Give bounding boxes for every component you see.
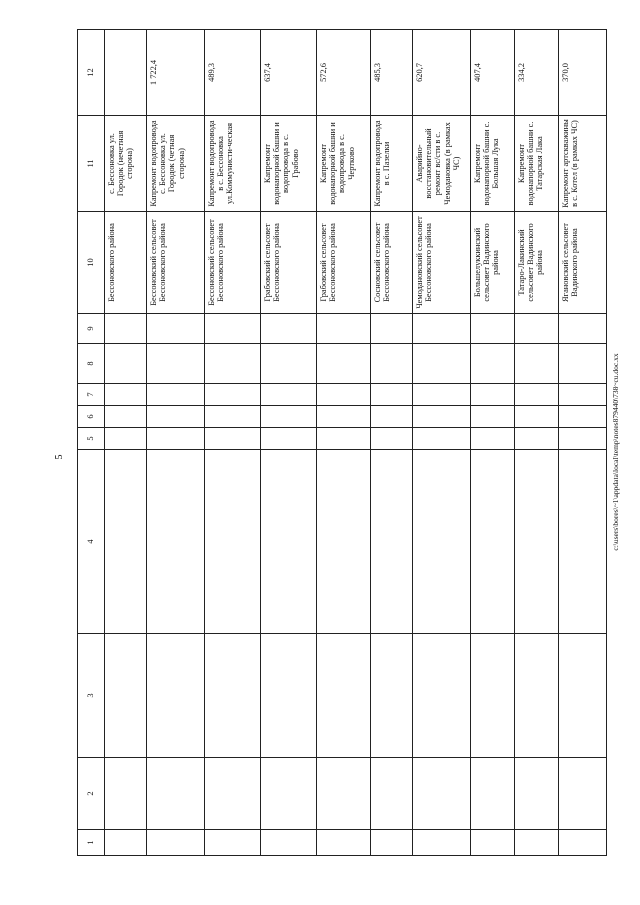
footer-file-path-text: c:\users\bores\~1\appdata\local\temp\notes879440\738~cu.doc.xx	[611, 353, 620, 551]
cell-empty	[413, 406, 471, 428]
cell-empty	[105, 450, 147, 634]
header-cell: 1	[78, 830, 105, 856]
cell-amount: 572,6	[317, 30, 371, 116]
cell-empty	[471, 634, 515, 758]
cell-empty	[371, 314, 413, 344]
cell-empty	[515, 634, 559, 758]
cell-empty	[317, 406, 371, 428]
cell-work-description: Капремонт водонапорной башни и водопровода в с. Чертково	[317, 116, 371, 212]
cell-empty	[515, 384, 559, 406]
cell-amount: 637,4	[261, 30, 317, 116]
cell-work-description: с. Бессоновка ул. Городок (нечетная сторона)	[105, 116, 147, 212]
header-cell: 2	[78, 758, 105, 830]
cell-empty	[261, 830, 317, 856]
cell-empty	[559, 384, 607, 406]
header-cell: 7	[78, 384, 105, 406]
cell-work-description: Аварийно-восстановительный ремонт вс/сти в с. Чемодановка (в рамках ЧС)	[413, 116, 471, 212]
cell-empty	[317, 830, 371, 856]
cell-empty	[559, 450, 607, 634]
cell-empty	[559, 758, 607, 830]
cell-empty	[471, 314, 515, 344]
cell-amount: 1 722,4	[147, 30, 205, 116]
cell-empty	[147, 314, 205, 344]
cell-municipality: Чемодановский сельсовет Бессоновского района	[413, 212, 471, 314]
cell-empty	[371, 758, 413, 830]
cell-municipality: Бессоновский сельсовет Бессоновского района	[205, 212, 261, 314]
cell-empty	[515, 406, 559, 428]
cell-empty	[371, 830, 413, 856]
cell-empty	[147, 450, 205, 634]
document-table	[77, 29, 607, 856]
cell-empty	[261, 758, 317, 830]
cell-empty	[205, 428, 261, 450]
cell-empty	[147, 830, 205, 856]
cell-empty	[471, 830, 515, 856]
header-cell: 10	[78, 212, 105, 314]
cell-empty	[515, 314, 559, 344]
cell-empty	[471, 450, 515, 634]
cell-empty	[515, 450, 559, 634]
cell-empty	[413, 384, 471, 406]
cell-empty	[147, 406, 205, 428]
cell-empty	[205, 450, 261, 634]
cell-empty	[261, 406, 317, 428]
cell-empty	[515, 344, 559, 384]
cell-amount: 334,2	[515, 30, 559, 116]
cell-empty	[105, 428, 147, 450]
cell-empty	[371, 634, 413, 758]
cell-empty	[261, 428, 317, 450]
cell-empty	[205, 384, 261, 406]
cell-empty	[371, 406, 413, 428]
header-cell: 6	[78, 406, 105, 428]
cell-empty	[205, 406, 261, 428]
header-cell: 9	[78, 314, 105, 344]
cell-work-description: Капремонт водопровода в с. Пазелки	[371, 116, 413, 212]
cell-work-description: Капремонт водонапорной башни с. Татарская Лака	[515, 116, 559, 212]
cell-empty	[105, 830, 147, 856]
table-row	[559, 30, 607, 856]
cell-empty	[261, 384, 317, 406]
cell-municipality: Сосновский сельсовет Бессоновского района	[371, 212, 413, 314]
table-row	[371, 30, 413, 856]
cell-empty	[371, 428, 413, 450]
cell-empty	[471, 406, 515, 428]
cell-empty	[471, 344, 515, 384]
cell-municipality: Грабовский сельсовет Бессоновского района	[261, 212, 317, 314]
cell-work-description: Капремонт водопровода в с. Бессоновка ул.Коммунисти-ческая	[205, 116, 261, 212]
cell-empty	[559, 634, 607, 758]
cell-empty	[105, 634, 147, 758]
cell-empty	[471, 758, 515, 830]
header-cell: 3	[78, 634, 105, 758]
header-cell: 8	[78, 344, 105, 384]
cell-empty	[261, 314, 317, 344]
cell-empty	[471, 384, 515, 406]
cell-amount: 485,3	[371, 30, 413, 116]
cell-empty	[371, 450, 413, 634]
cell-municipality: Татаро-Лакинский сельсовет Вадинского района	[515, 212, 559, 314]
cell-empty	[147, 384, 205, 406]
table-row	[205, 30, 261, 856]
header-cell: 12	[78, 30, 105, 116]
table-row	[515, 30, 559, 856]
table-header-row	[78, 30, 105, 856]
cell-work-description: Капремонт артскважины в с. Котел (в рамках ЧС)	[559, 116, 607, 212]
cell-empty	[413, 758, 471, 830]
cell-empty	[559, 314, 607, 344]
table-body	[78, 30, 607, 856]
cell-work-description: Капремонт водопровода с. Бессоновка ул. Городок (четная сторона)	[147, 116, 205, 212]
cell-empty	[413, 450, 471, 634]
cell-empty	[371, 384, 413, 406]
cell-municipality: Бессоновский сельсовет Бессоновского района	[147, 212, 205, 314]
cell-empty	[205, 830, 261, 856]
table-row	[105, 30, 147, 856]
cell-empty	[205, 344, 261, 384]
cell-empty	[317, 384, 371, 406]
cell-work-description: Капремонт водонапорной башни и водопровода в с. Грабово	[261, 116, 317, 212]
cell-empty	[261, 634, 317, 758]
cell-municipality: Бессоновского района	[105, 212, 147, 314]
cell-empty	[317, 450, 371, 634]
cell-empty	[413, 428, 471, 450]
cell-empty	[261, 344, 317, 384]
cell-empty	[317, 344, 371, 384]
cell-empty	[105, 384, 147, 406]
cell-empty	[371, 344, 413, 384]
header-cell: 4	[78, 450, 105, 634]
cell-empty	[105, 314, 147, 344]
cell-empty	[413, 634, 471, 758]
cell-empty	[147, 758, 205, 830]
cell-empty	[105, 758, 147, 830]
cell-empty	[515, 830, 559, 856]
cell-empty	[261, 450, 317, 634]
cell-empty	[317, 314, 371, 344]
table-row	[147, 30, 205, 856]
table-row	[261, 30, 317, 856]
cell-amount: 370,0	[559, 30, 607, 116]
cell-empty	[105, 406, 147, 428]
cell-empty	[413, 830, 471, 856]
cell-empty	[413, 314, 471, 344]
cell-work-description: Капремонт водонапорной башни с. Большая Лука	[471, 116, 515, 212]
cell-empty	[559, 830, 607, 856]
cell-empty	[317, 428, 371, 450]
cell-empty	[471, 428, 515, 450]
cell-empty	[317, 758, 371, 830]
cell-empty	[559, 428, 607, 450]
cell-empty	[105, 344, 147, 384]
page-number: 5	[54, 454, 65, 460]
cell-empty	[317, 634, 371, 758]
table-row	[413, 30, 471, 856]
cell-municipality: Ягановский сельсовет Вадинского района	[559, 212, 607, 314]
cell-empty	[205, 634, 261, 758]
cell-municipality: Грабовский сельсовет Бессоновского района	[317, 212, 371, 314]
cell-empty	[515, 428, 559, 450]
header-cell: 5	[78, 428, 105, 450]
cell-municipality: Большелуккинский сельсовет Вадинского района	[471, 212, 515, 314]
cell-empty	[205, 758, 261, 830]
cell-empty	[515, 758, 559, 830]
cell-empty	[413, 344, 471, 384]
cell-empty	[147, 344, 205, 384]
table-row	[471, 30, 515, 856]
cell-empty	[147, 428, 205, 450]
cell-empty	[559, 344, 607, 384]
cell-empty	[559, 406, 607, 428]
header-cell: 11	[78, 116, 105, 212]
cell-amount	[105, 30, 147, 116]
cell-empty	[147, 634, 205, 758]
cell-amount: 620,7	[413, 30, 471, 116]
cell-empty	[205, 314, 261, 344]
cell-amount: 489,3	[205, 30, 261, 116]
table-row	[317, 30, 371, 856]
cell-amount: 407,4	[471, 30, 515, 116]
